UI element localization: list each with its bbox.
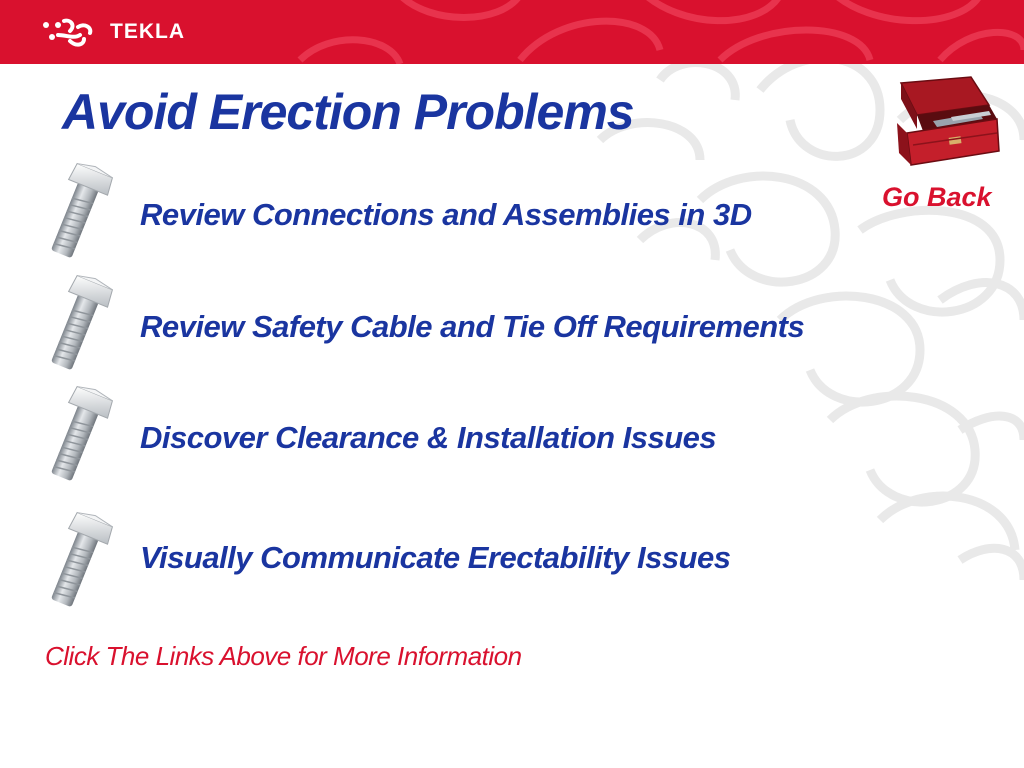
toolbox-icon [893, 75, 1001, 167]
page-title: Avoid Erection Problems [62, 84, 634, 140]
link-review-connections[interactable]: Review Connections and Assemblies in 3D [140, 197, 752, 232]
link-discover-clearance[interactable]: Discover Clearance & Installation Issues [140, 420, 717, 455]
go-back-link[interactable]: Go Back [882, 182, 992, 212]
bolt-icon [40, 274, 132, 370]
link-visually-communicate[interactable]: Visually Communicate Erectability Issues [140, 540, 731, 575]
bolt-icon [40, 511, 132, 607]
link-review-safety-cable[interactable]: Review Safety Cable and Tie Off Requirements [140, 309, 805, 344]
brand-name: TEKLA [110, 20, 185, 43]
bolt-icon [40, 385, 132, 481]
tekla-logo-icon [40, 15, 98, 49]
tekla-logo [40, 15, 185, 49]
bolt-icon [40, 162, 132, 258]
header-bar [0, 0, 1024, 64]
footer-note: Click The Links Above for More Information [45, 641, 522, 671]
